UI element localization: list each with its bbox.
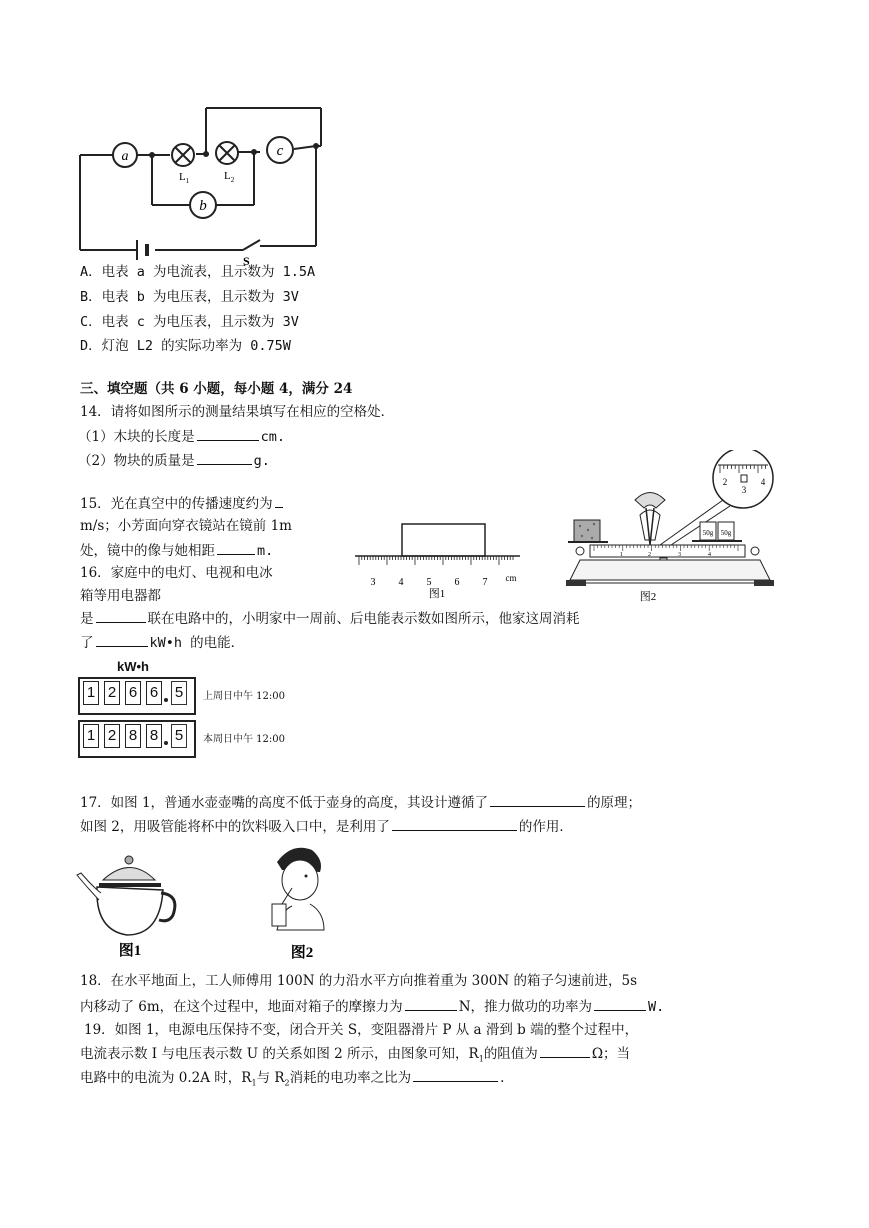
beam-tick-1: 1 [620, 552, 623, 558]
balance-figure [560, 450, 785, 602]
kettle-figure [75, 845, 185, 960]
meter-unit: kW•h [117, 659, 149, 674]
fig1-caption: 图1 [118, 943, 142, 959]
option-b: B．电表 b 为电压表，且示数为 3V [80, 289, 299, 305]
straw-boy-figure [262, 842, 342, 962]
meter-digit: 2 [104, 681, 120, 705]
balance-caption: 图2 [639, 591, 657, 602]
q16-line3: 是 联在电路中的，小明家中一周前、后电能表示数如图所示，他家这周消耗 [80, 611, 580, 627]
q15-line1: 15．光在真空中的传播速度约为 [80, 494, 285, 513]
q18-line2: 内移动了 6m，在这个过程中，地面对箱子的摩擦力为 N，推力做功的功率为 W. [80, 999, 665, 1015]
lamp-l2-label: $L_2$ [224, 170, 235, 184]
answer-blank[interactable] [275, 494, 283, 508]
meter-c-label: c [276, 143, 284, 159]
ruler-caption: 图1 [428, 588, 446, 600]
circuit-diagram [75, 100, 330, 270]
meter-decimal-point [164, 741, 168, 745]
q18-line1: 18．在水平地面上，工人师傅用 100N 的力沿水平方向推着重为 300N 的箱子匀速前进，5s [80, 973, 638, 989]
meter-label-last-week: 上周日中午 12:00 [203, 691, 285, 702]
switch-label: S [243, 254, 250, 268]
q17-line2: 如图 2，用吸管能将杯中的饮料吸入口中，是利用了 的作用． [80, 819, 573, 835]
q14-part1: （1）木块的长度是 cm. [78, 429, 285, 445]
answer-blank[interactable] [405, 997, 457, 1011]
answer-blank[interactable] [197, 451, 252, 465]
answer-blank[interactable] [594, 997, 646, 1011]
section-title: 三、填空题（共 6 小题，每小题 4，满分 24 [80, 381, 353, 397]
meter-digit: 1 [83, 681, 99, 705]
answer-blank[interactable] [96, 633, 148, 647]
magnifier-tick-4: 4 [760, 477, 766, 487]
q14-stem: 14．请将如图所示的测量结果填写在相应的空格处． [80, 404, 395, 420]
ruler-tick-5: 5 [426, 577, 432, 588]
q16-line4: 了 kW•h 的电能． [80, 635, 245, 651]
meter-b-label: b [199, 198, 207, 214]
magnifier-tick-2: 2 [722, 477, 728, 487]
meter-digit: 1 [83, 724, 99, 748]
answer-blank[interactable] [392, 817, 517, 831]
q16-line1: 16．家庭中的电灯、电视和电冰 [80, 565, 273, 581]
meter-digit: 6 [146, 681, 162, 705]
meter-digit: 5 [171, 724, 187, 748]
option-c: C．电表 c 为电压表，且示数为 3V [80, 314, 299, 330]
meter-decimal-point [164, 698, 168, 702]
meter-label-this-week: 本周日中午 12:00 [203, 734, 285, 745]
q14-part2: （2）物块的质量是 g. [78, 453, 270, 469]
q16-line2: 箱等用电器都 [80, 588, 161, 604]
ruler-figure [355, 518, 525, 603]
meter-digit: 8 [146, 724, 162, 748]
q19-line3: 电路中的电流为 0.2A 时，$R_1$与 $R_2$消耗的电功率之比为 . [80, 1070, 505, 1088]
ruler-tick-4: 4 [398, 577, 404, 588]
answer-blank[interactable] [217, 541, 255, 555]
ruler-tick-7: 7 [482, 577, 488, 588]
answer-blank[interactable] [197, 427, 259, 441]
answer-blank[interactable] [413, 1068, 498, 1082]
meter-digit: 2 [104, 724, 120, 748]
option-a: A．电表 a 为电流表，且示数为 1.5A [80, 264, 316, 280]
lamp-l1-label: $L_1$ [179, 171, 190, 185]
ruler-tick-6: 6 [454, 577, 460, 588]
beam-tick-4: 4 [708, 552, 711, 558]
q15-line2: m/s；小芳面向穿衣镜站在镜前 1m [80, 518, 292, 534]
beam-tick-2: 2 [648, 552, 651, 558]
q19-line2: 电流表示数 I 与电压表示数 U 的关系如图 2 所示，由图象可知，$R_1$的阻值为 Ω；当 [80, 1046, 631, 1064]
magnifier-tick-3: 3 [741, 485, 747, 495]
meter-digit: 6 [125, 681, 141, 705]
q15-line3: 处，镜中的像与她相距 m. [80, 543, 274, 559]
ruler-tick-3: 3 [370, 577, 376, 588]
answer-blank[interactable] [96, 609, 146, 623]
meter-digit: 8 [125, 724, 141, 748]
meter-a-label: a [121, 149, 129, 164]
weight-1-label: 50g [702, 529, 714, 537]
fig2-caption: 图2 [290, 945, 314, 961]
weight-2-label: 50g [720, 529, 732, 537]
ruler-unit: cm [505, 573, 517, 583]
option-d: D．灯泡 L2 的实际功率为 0.75W [80, 338, 291, 354]
meter-digit: 5 [171, 681, 187, 705]
beam-tick-3: 3 [678, 552, 681, 558]
answer-blank[interactable] [540, 1044, 590, 1058]
answer-blank[interactable] [490, 793, 585, 807]
q19-line1: 19．如图 1，电源电压保持不变，闭合开关 S，变阻器滑片 P 从 a 滑到 b 端的整个过程中， [84, 1022, 639, 1038]
energy-meter [75, 657, 300, 774]
q17-line1: 17．如图 1，普通水壶壶嘴的高度不低于壶身的高度，其设计遵循了 的原理； [80, 795, 642, 811]
